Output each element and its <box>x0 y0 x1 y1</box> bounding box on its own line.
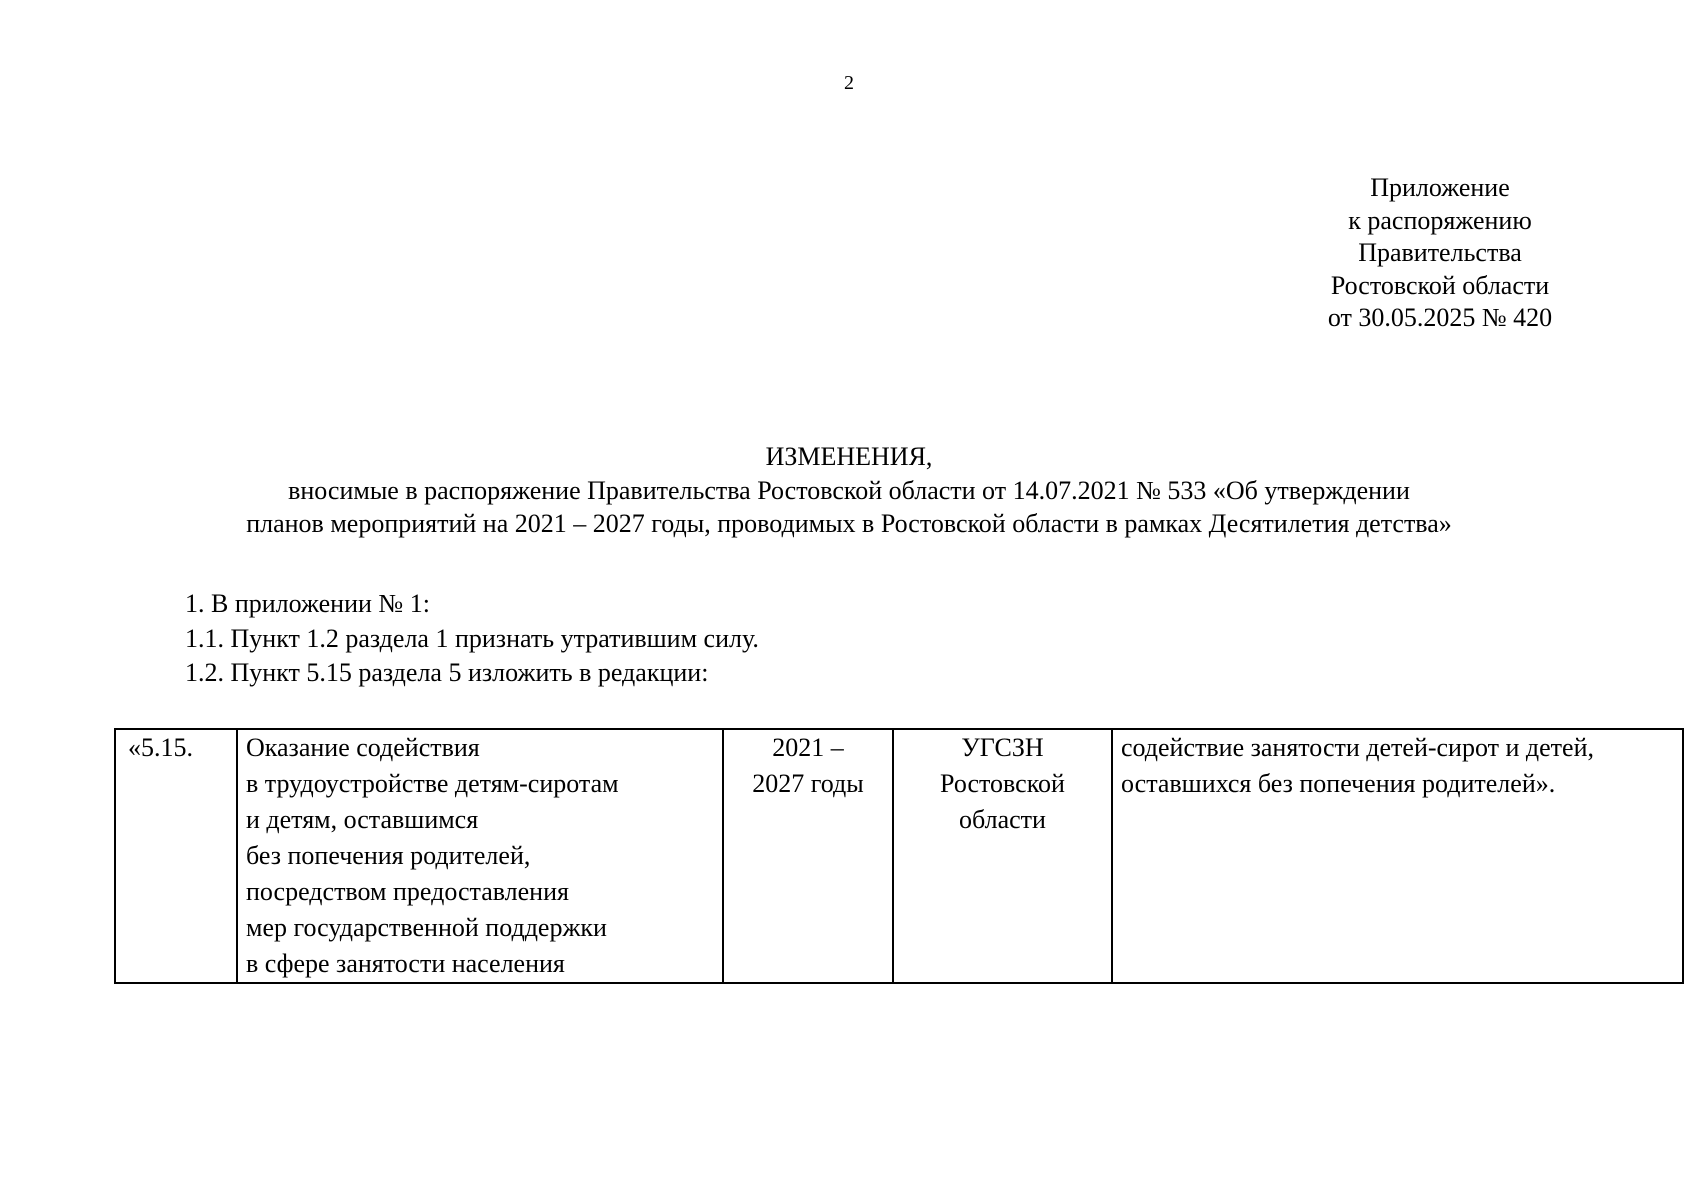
amendment-item: 1. В приложении № 1: <box>185 589 430 618</box>
amendment-items <box>185 587 759 691</box>
appendix-line: Правительства <box>1358 238 1522 267</box>
item-number: «5.15. <box>128 733 193 762</box>
cell-description <box>237 729 723 983</box>
appendix-line: от 30.05.2025 № 420 <box>1327 303 1553 332</box>
result-line: содействие занятости детей-сирот и детей, <box>1121 733 1594 762</box>
appendix-line: Ростовской области <box>1330 270 1550 300</box>
description-line: в трудоустройстве детям-сиротам <box>246 769 619 798</box>
term-line: 2021 – <box>772 733 844 762</box>
amendment-item: 1.2. Пункт 5.15 раздела 5 изложить в редакции: <box>185 658 709 687</box>
executor-line: Ростовской <box>940 769 1065 798</box>
document-subtitle <box>0 474 1698 540</box>
description-line: без попечения родителей, <box>246 841 531 870</box>
subtitle-line: вносимые в распоряжение Правительства Ростовской области от 14.07.2021 № 533 «Об утверждении <box>288 476 1410 505</box>
subtitle-line: планов мероприятий на 2021 – 2027 годы, проводимых в Ростовской области в рамках Десятилетия детства» <box>246 509 1452 538</box>
cell-number <box>115 729 237 983</box>
document-title: ИЗМЕНЕНИЯ, <box>765 442 933 471</box>
table-row <box>115 729 1683 983</box>
description-line: Оказание содействия <box>246 733 480 762</box>
description-line: посредством предоставления <box>246 877 569 906</box>
result-line: оставшихся без попечения родителей». <box>1121 769 1556 798</box>
amendment-item: 1.1. Пункт 1.2 раздела 1 признать утратившим силу. <box>185 623 759 653</box>
changes-table <box>114 728 1684 984</box>
cell-result <box>1112 729 1683 983</box>
term-line: 2027 годы <box>752 769 864 798</box>
cell-term <box>723 729 893 983</box>
cell-executor <box>893 729 1112 983</box>
description-line: в сфере занятости населения <box>246 949 565 978</box>
description-line: и детям, оставшимся <box>246 805 479 834</box>
appendix-line: к распоряжению <box>1348 205 1532 235</box>
appendix-line: Приложение <box>1370 173 1510 202</box>
executor-line: УГСЗН <box>961 733 1044 762</box>
appendix-heading <box>1290 172 1590 335</box>
description-line: мер государственной поддержки <box>246 913 607 942</box>
page-number: 2 <box>844 72 854 94</box>
executor-line: области <box>959 805 1046 834</box>
